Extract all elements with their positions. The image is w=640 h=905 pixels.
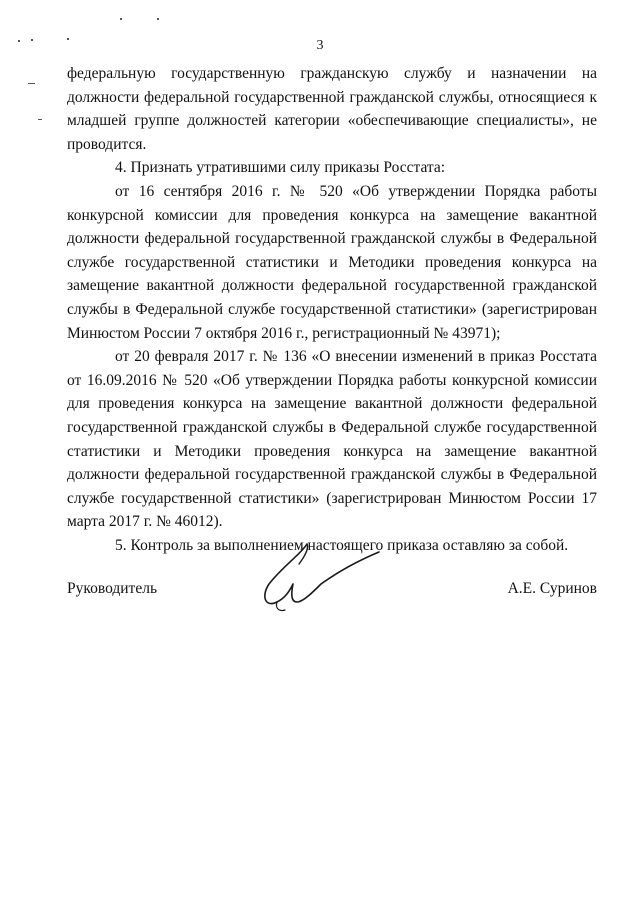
- signatory-role: Руководитель: [67, 580, 158, 597]
- paragraph-item-4: 4. Признать утратившими силу приказы Росстата:: [115, 159, 446, 177]
- paragraph-item-5: 5. Контроль за выполнением настоящего приказа оставляю за собой.: [115, 536, 569, 554]
- signatory-name: А.Е. Суринов: [507, 580, 597, 597]
- scan-speck: [38, 119, 42, 120]
- scan-speck: [120, 18, 122, 20]
- paragraph-continuation: федеральную государственную гражданскую службу и назначении на должности федеральной государственной гражданской службы, относящиеся к младшей группе должностей категории «обеспечивающие специалисты», не проводится.: [67, 65, 597, 153]
- scan-speck: [28, 83, 35, 84]
- signature-block: [67, 580, 597, 604]
- page-number: 3: [316, 38, 324, 53]
- scan-speck: [157, 18, 159, 20]
- document-body: [67, 62, 597, 557]
- paragraph-order-520: от 16 сентября 2016 г. № 520 «Об утверждении Порядка работы конкурсной комиссии для проведения конкурса на замещение вакантной должности федеральной государственной гражданской службы в Федеральной службе государственной статистики и Методики проведения конкурса на замещение вакантной должности федеральной государственной гражданской службы в Федеральной службе государственной статистики» (зарегистрирован Минюстом России 7 октября 2016 г., регистрационный № 43971);: [67, 182, 597, 342]
- paragraph-order-136: от 20 февраля 2017 г. № 136 «О внесении изменений в приказ Росстата от 16.09.2016 № 520 «Об утверждении Порядка работы конкурсной комиссии для проведения конкурса на замещение вакантной должности федеральной государственной гражданской службы в Федеральной службе государственной статистики и Методики проведения конкурса на замещение вакантной должности федеральной государственной гражданской службы в Федеральной службе государственной статистики» (зарегистрирован Минюстом России 17 марта 2017 г. № 46012).: [67, 348, 597, 531]
